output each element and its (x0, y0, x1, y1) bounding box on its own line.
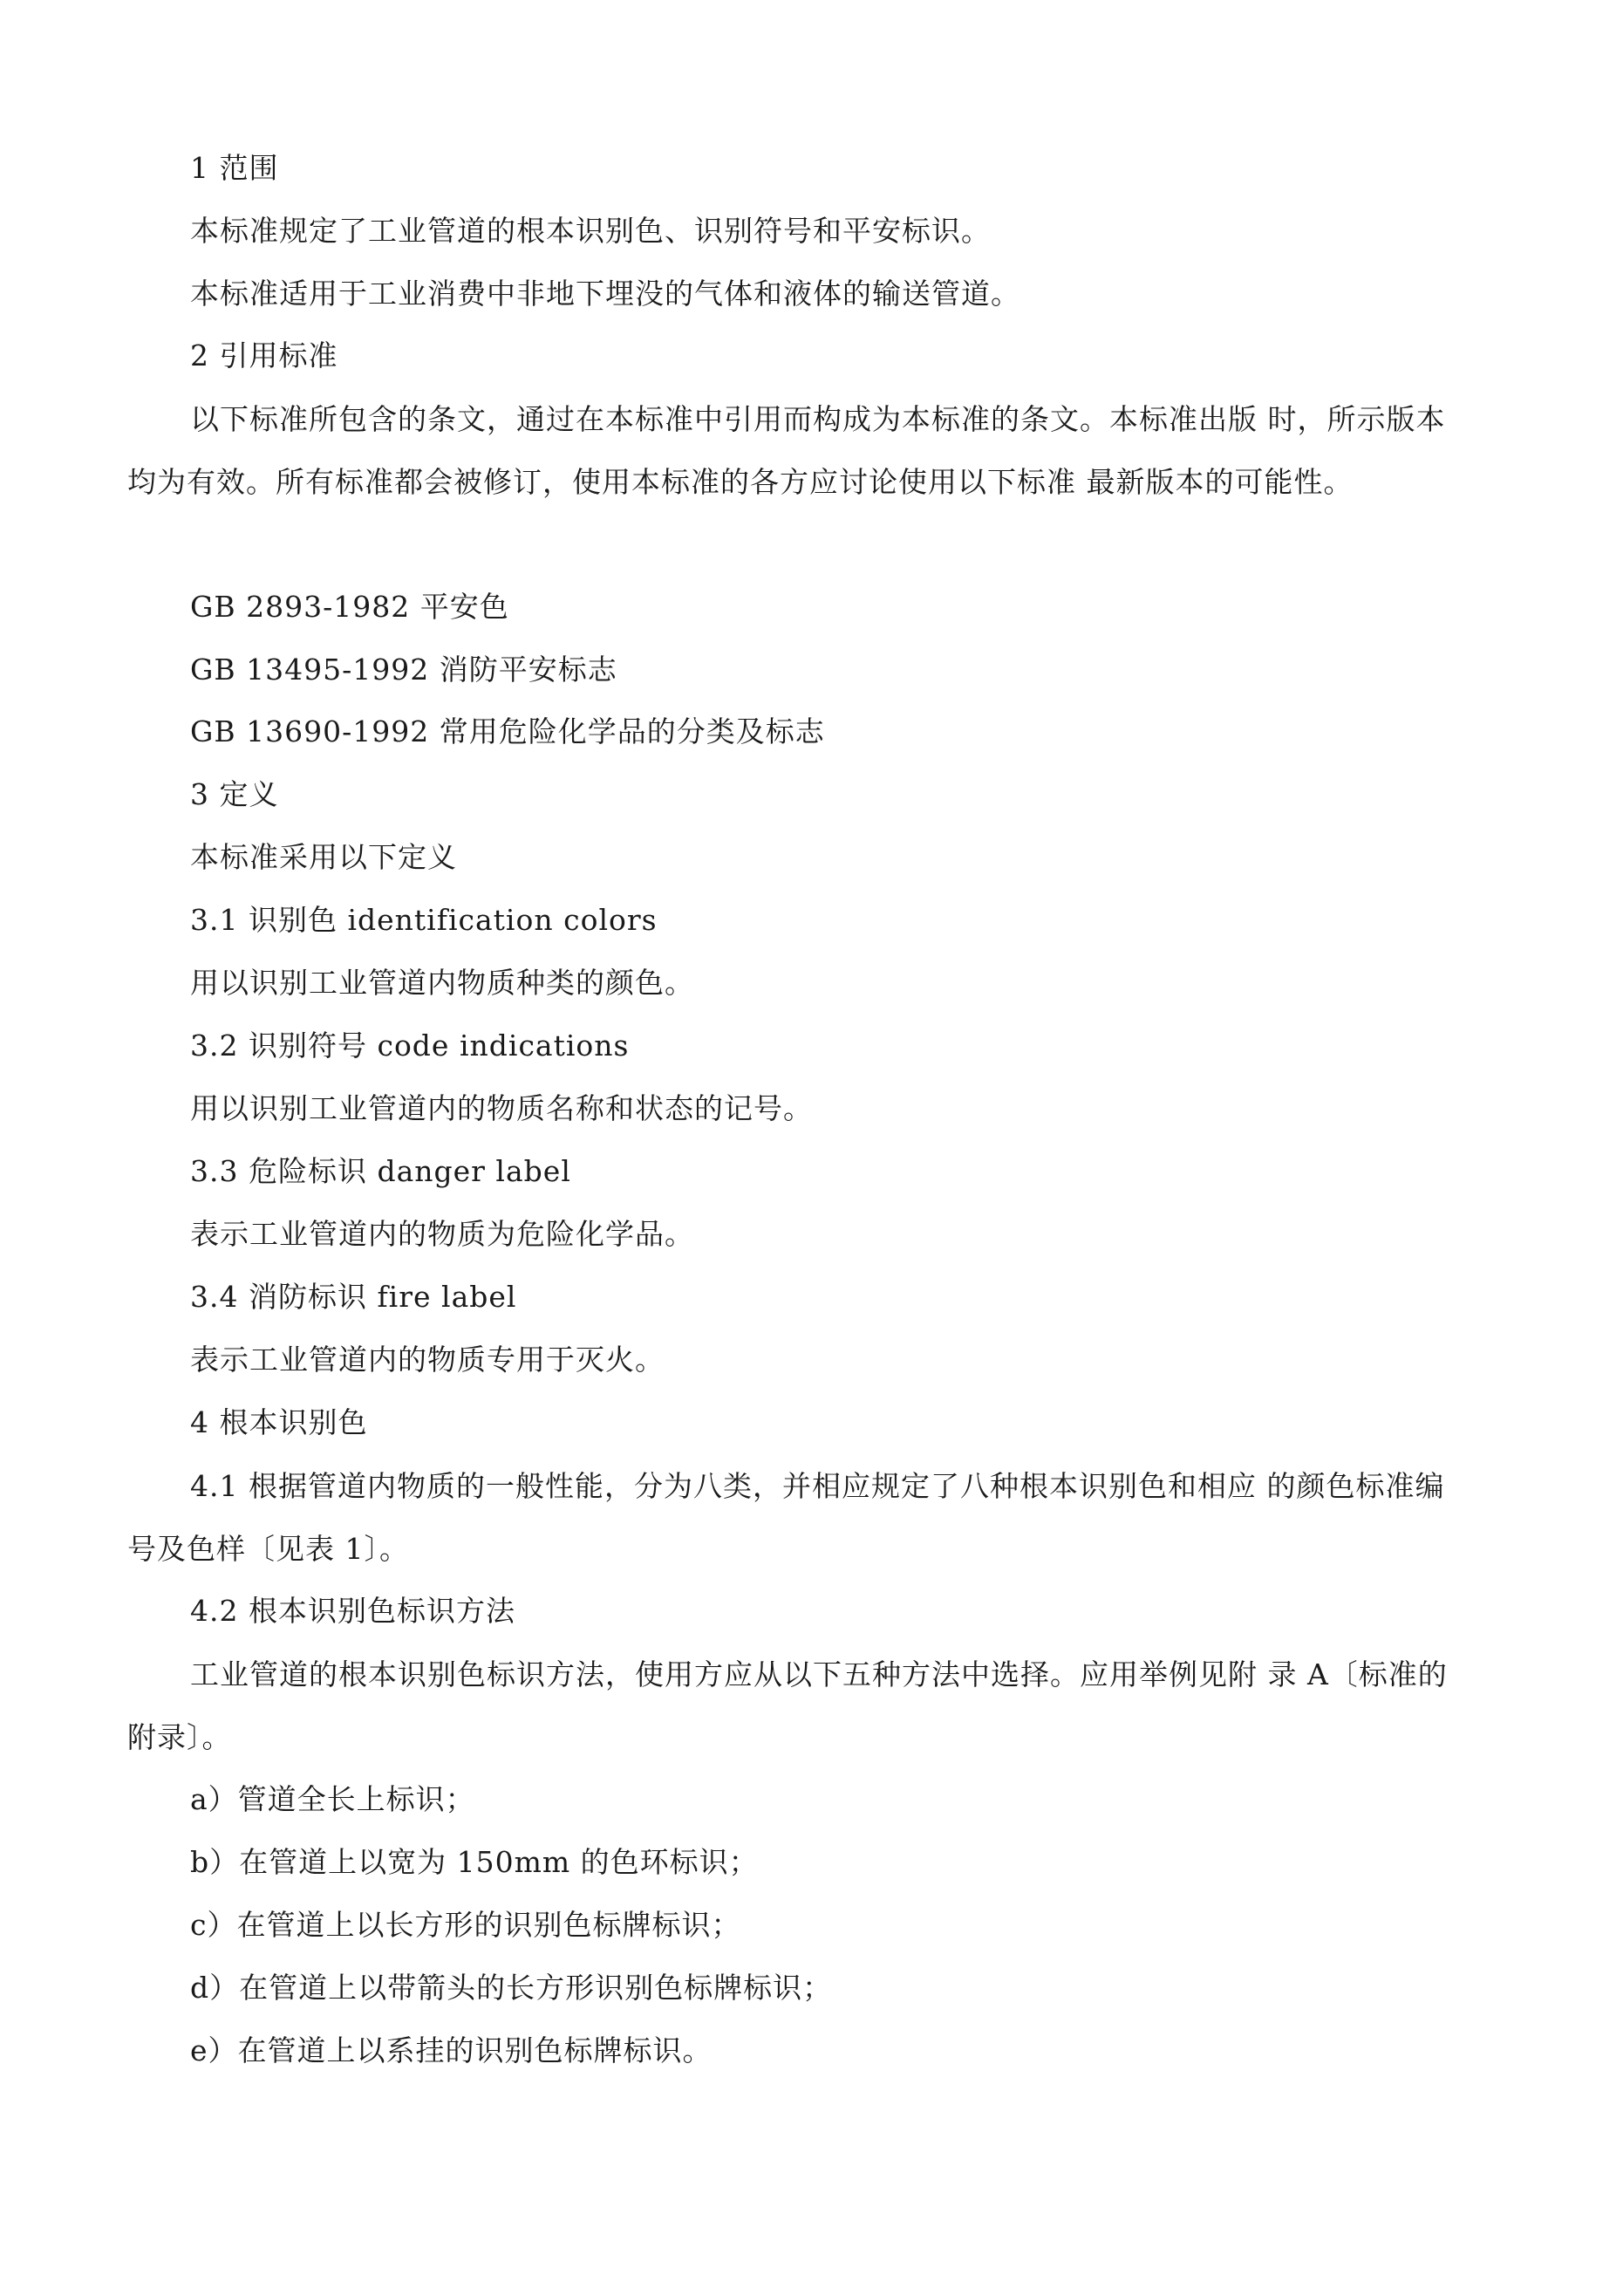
paragraph-references: 以下标准所包含的条文，通过在本标准中引用而构成为本标准的条文。本标准出版 时，所示版本均为有效。所有标准都会被修订，使用本标准的各方应讨论使用以下标准 最新版本的可能性。 (127, 402, 1446, 499)
definition-term: 3.3 危险标识 danger label (190, 1154, 571, 1188)
definition-text: 表示工业管道内的物质为危险化学品。 (190, 1217, 694, 1251)
paragraph-4-1: 4.1 根据管道内物质的一般性能，分为八类，并相应规定了八种根本识别色和相应 的颜色标准编号及色样〔见表 1〕。 (127, 1469, 1445, 1566)
heading-scope: 1 范围 (190, 151, 279, 185)
heading-references: 2 引用标准 (190, 338, 338, 372)
paragraph: 本标准采用以下定义 (190, 840, 457, 874)
list-item: b）在管道上以宽为 150mm 的色环标识； (190, 1845, 759, 1879)
list-item: c）在管道上以长方形的识别色标牌标识； (190, 1908, 741, 1942)
paragraph: 本标准适用于工业消费中非地下埋没的气体和液体的输送管道。 (190, 277, 1020, 311)
list-item: d）在管道上以带箭头的长方形识别色标牌标识； (190, 1971, 833, 2005)
subheading-4-2: 4.2 根本识别色标识方法 (190, 1594, 515, 1628)
definition-term: 3.1 识别色 identification colors (190, 903, 658, 937)
definition-text: 用以识别工业管道内物质种类的颜色。 (190, 966, 694, 1000)
paragraph: 本标准规定了工业管道的根本识别色、识别符号和平安标识。 (190, 214, 991, 248)
list-item: e）在管道上以系挂的识别色标牌标识。 (190, 2033, 713, 2067)
reference-item: GB 13690-1992 常用危险化学品的分类及标志 (190, 714, 825, 748)
heading-basic-colors: 4 根本识别色 (190, 1405, 368, 1439)
definition-term: 3.2 识别符号 code indications (190, 1028, 630, 1063)
heading-definitions: 3 定义 (190, 777, 279, 811)
reference-item: GB 13495-1992 消防平安标志 (190, 653, 617, 687)
definition-text: 表示工业管道内的物质专用于灭火。 (190, 1343, 665, 1377)
definition-term: 3.4 消防标识 fire label (190, 1280, 517, 1314)
definition-text: 用以识别工业管道内的物质名称和状态的记号。 (190, 1091, 813, 1125)
reference-item: GB 2893-1982 平安色 (190, 590, 509, 624)
list-item: a）管道全长上标识； (190, 1782, 475, 1816)
paragraph-4-2: 工业管道的根本识别色标识方法，使用方应从以下五种方法中选择。应用举例见附 录 A〔标准的附录〕。 (127, 1657, 1448, 1754)
